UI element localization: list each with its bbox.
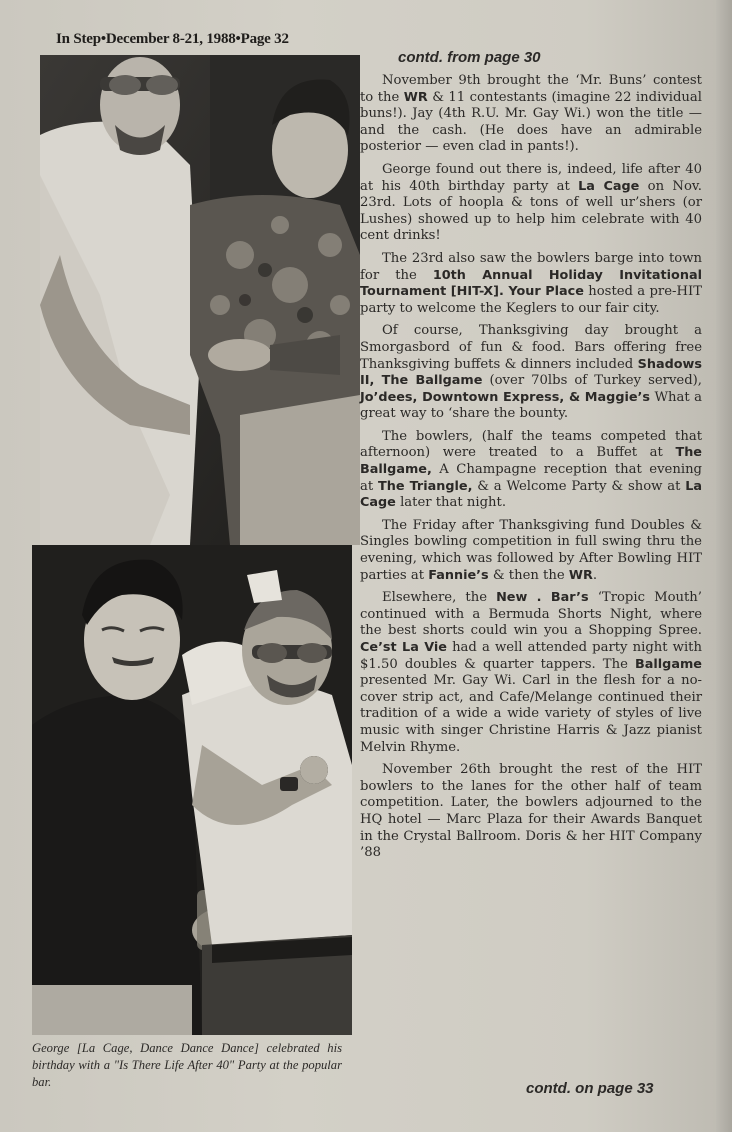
venue-name: Jo’dees, Downtown Express, & Maggie’s <box>360 389 651 405</box>
paragraph-text: November 26th brought the rest of the HIT bowlers to the lanes for the other half of team competition. Later, the bowlers adjourned to the HQ hotel — Marc Plaza for their Awards Banquet in the Crystal Ballroom. Doris & her HIT Company ’88 <box>360 762 702 861</box>
article-paragraph <box>360 323 702 423</box>
continued-on: contd. on page 33 <box>526 1080 654 1097</box>
paragraph-text: The Friday after Thanksgiving fund Doubles & Singles bowling competition in full swing thru the evening, which was followed by After Bowling HIT parties at <box>360 517 702 583</box>
article-paragraph <box>360 73 702 156</box>
paragraph-text: The 23rd also saw the bowlers barge into town for the <box>360 250 702 283</box>
paragraph-text: George found out there is, indeed, life after 40 at his 40th birthday party at <box>360 161 702 194</box>
running-head: In Step•December 8-21, 1988•Page 32 <box>56 31 289 47</box>
paragraph-text: presented Mr. Gay Wi. Carl in the flesh for a no-cover strip act, and Cafe/Melange continued their tradition of a wide a wide variety of styles of live music with singer Christine Harris & Jazz pianist Melvin Rhyme. <box>360 673 702 755</box>
article-paragraph <box>360 518 702 584</box>
paragraph-text: later that night. <box>395 495 507 511</box>
paragraph-text: ‘Tropic Mouth’ continued with a Bermuda Shorts Night, where the best shorts could win you a Shopping Spree. <box>360 590 702 639</box>
photo-caption: George [La Cage, Dance Dance Dance] celebrated his birthday with a "Is There Life After 40" Party at the popular bar. <box>32 1041 342 1089</box>
venue-name: Fannie’s <box>428 567 489 583</box>
venue-name: Ballgame <box>635 656 702 672</box>
paragraph-text: & 11 contestants (imagine 22 individual buns!). Jay (4th R.U. Mr. Gay Wi.) won the title — and the cash. (He does have an admirable posterior — even clad in pants!). <box>360 89 702 155</box>
paragraph-text: Of course, Thanksgiving day brought a Smorgasbord of fun & food. Bars offering free Thanksgiving buffets & dinners included <box>360 323 702 372</box>
venue-name: New . Bar’s <box>496 590 589 606</box>
article-paragraph <box>360 251 702 317</box>
paragraph-text: hosted a pre-HIT party to welcome the Keglers to our fair city. <box>360 284 702 316</box>
paragraph-text: . <box>592 567 598 583</box>
photo-pointing <box>32 545 352 1035</box>
venue-name: The Ballgame, <box>360 445 702 478</box>
page-edge <box>716 0 732 1132</box>
paragraph-text: A Champagne reception that evening at <box>360 462 702 494</box>
photo-handshake <box>40 55 360 545</box>
article-paragraph <box>360 590 702 756</box>
paragraph-text: had a well attended party night with $1.50 doubles & quarter tappers. The <box>360 640 702 672</box>
paragraph-text: on Nov. 23rd. Lots of hoopla & tons of well ur’shers (or Lushes) showed up to help him celebrate with 40 cent drinks! <box>360 178 702 244</box>
venue-name: WR <box>403 89 428 105</box>
article-paragraph <box>360 162 702 245</box>
continued-from: contd. from page 30 <box>398 49 541 66</box>
paragraph-text: The bowlers, (half the teams competed that afternoon) were treated to a Buffet at <box>360 428 702 461</box>
paragraph-text: (over 70lbs of Turkey served), <box>482 373 702 389</box>
paragraph-text: Elsewhere, the <box>382 590 497 606</box>
venue-name: La Cage <box>360 478 703 511</box>
paragraph-text: & then the <box>488 567 569 583</box>
venue-name: Shadows II, The Ballgame <box>360 356 702 389</box>
venue-name: 10th Annual Holiday Invitational Tournament [HIT-X]. Your Place <box>360 267 702 300</box>
paragraph-text: November 9th brought the ‘Mr. Buns’ contest to the <box>360 73 702 105</box>
article-body <box>360 73 702 868</box>
venue-name: La Cage <box>578 178 640 194</box>
venue-name: Ce’st La Vie <box>360 640 447 655</box>
article-paragraph <box>360 762 702 862</box>
article-paragraph <box>360 429 702 512</box>
paragraph-text: What a great way to ‘share the bounty. <box>360 389 702 422</box>
paragraph-text: & a Welcome Party & show at <box>472 478 686 494</box>
venue-name: The Triangle, <box>377 478 473 494</box>
venue-name: WR <box>568 567 593 583</box>
